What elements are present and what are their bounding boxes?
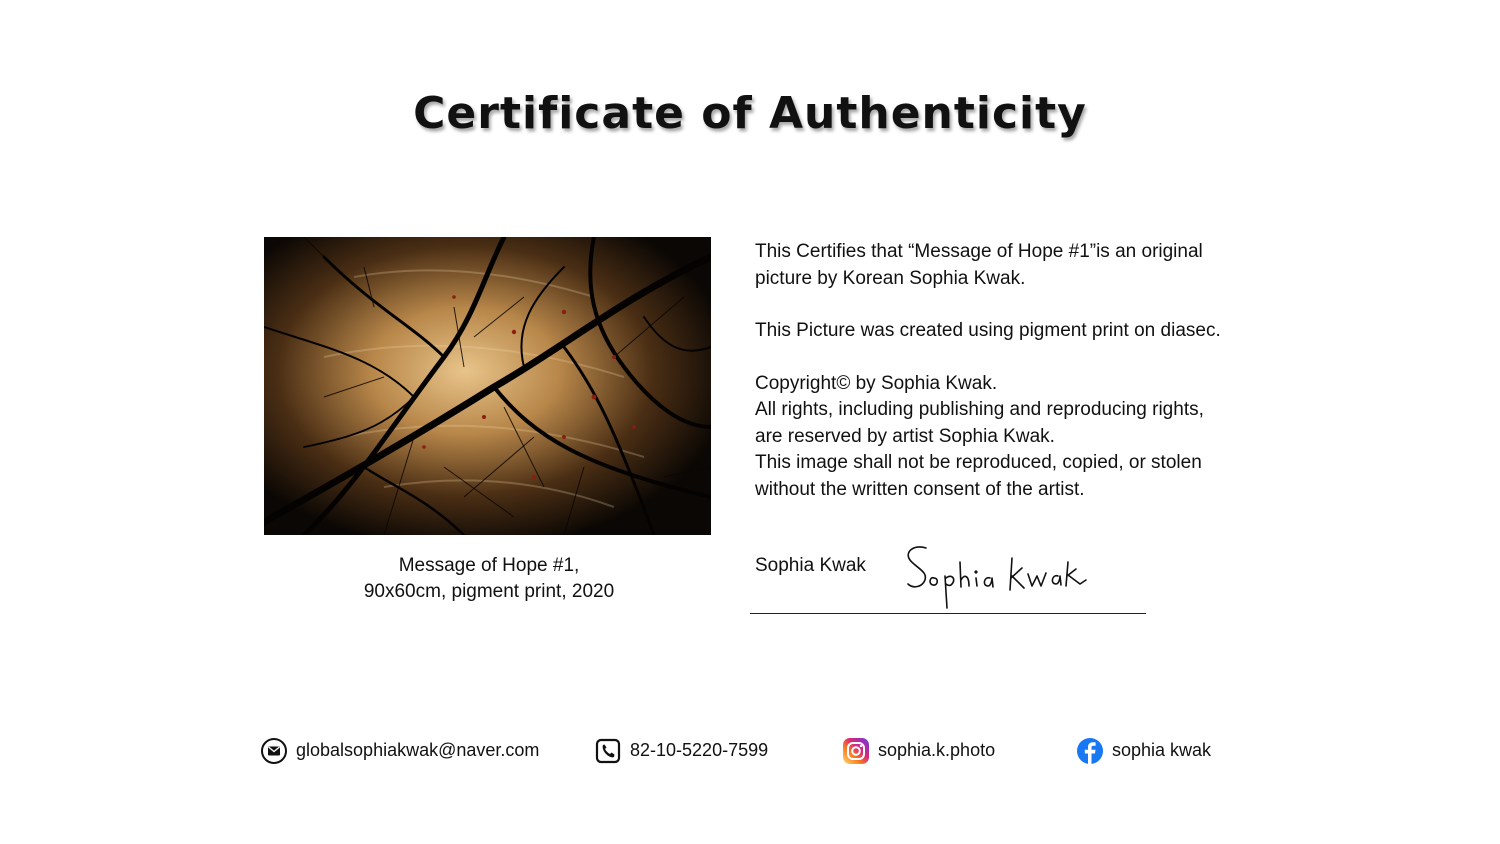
phone-icon (594, 736, 622, 764)
artwork-caption (264, 553, 714, 605)
email-text[interactable]: globalsophiakwak@naver.com (296, 739, 540, 760)
statement-line-2: picture by Korean Sophia Kwak. (755, 267, 1026, 289)
copyright-line: Copyright© by Sophia Kwak. (755, 372, 998, 394)
artwork-image (264, 237, 711, 535)
caption-details: 90x60cm, pigment print, 2020 (363, 581, 615, 602)
rights-line-2: are reserved by artist Sophia Kwak. (755, 425, 1055, 447)
caption-title: Message of Hope #1, (398, 555, 580, 576)
instagram-text[interactable]: sophia.k.photo (878, 739, 996, 760)
envelope-icon (260, 736, 288, 764)
signer-name: Sophia Kwak (755, 555, 866, 576)
contact-instagram[interactable] (842, 736, 995, 764)
certificate-statement (755, 239, 1275, 503)
contact-email[interactable] (260, 736, 539, 764)
rights-line-1: All rights, including publishing and reproducing rights, (755, 399, 1204, 420)
facebook-icon (1076, 736, 1104, 764)
statement-medium: This Picture was created using pigment print on diasec. (755, 320, 1221, 341)
facebook-text[interactable]: sophia kwak (1112, 739, 1212, 760)
statement-line-1: This Certifies that “Message of Hope #1”is an original (755, 241, 1203, 262)
contact-phone[interactable] (594, 736, 768, 764)
handwritten-signature (900, 540, 1090, 615)
certificate-title: Certificate of Authenticity (413, 88, 1087, 139)
signature-line (750, 613, 1146, 614)
contact-facebook[interactable] (1076, 736, 1211, 764)
phone-text[interactable]: 82-10-5220-7599 (630, 739, 769, 760)
rights-line-3: This image shall not be reproduced, copied, or stolen (755, 452, 1202, 473)
instagram-icon (842, 736, 870, 764)
rights-line-4: without the written consent of the artist. (755, 478, 1085, 500)
